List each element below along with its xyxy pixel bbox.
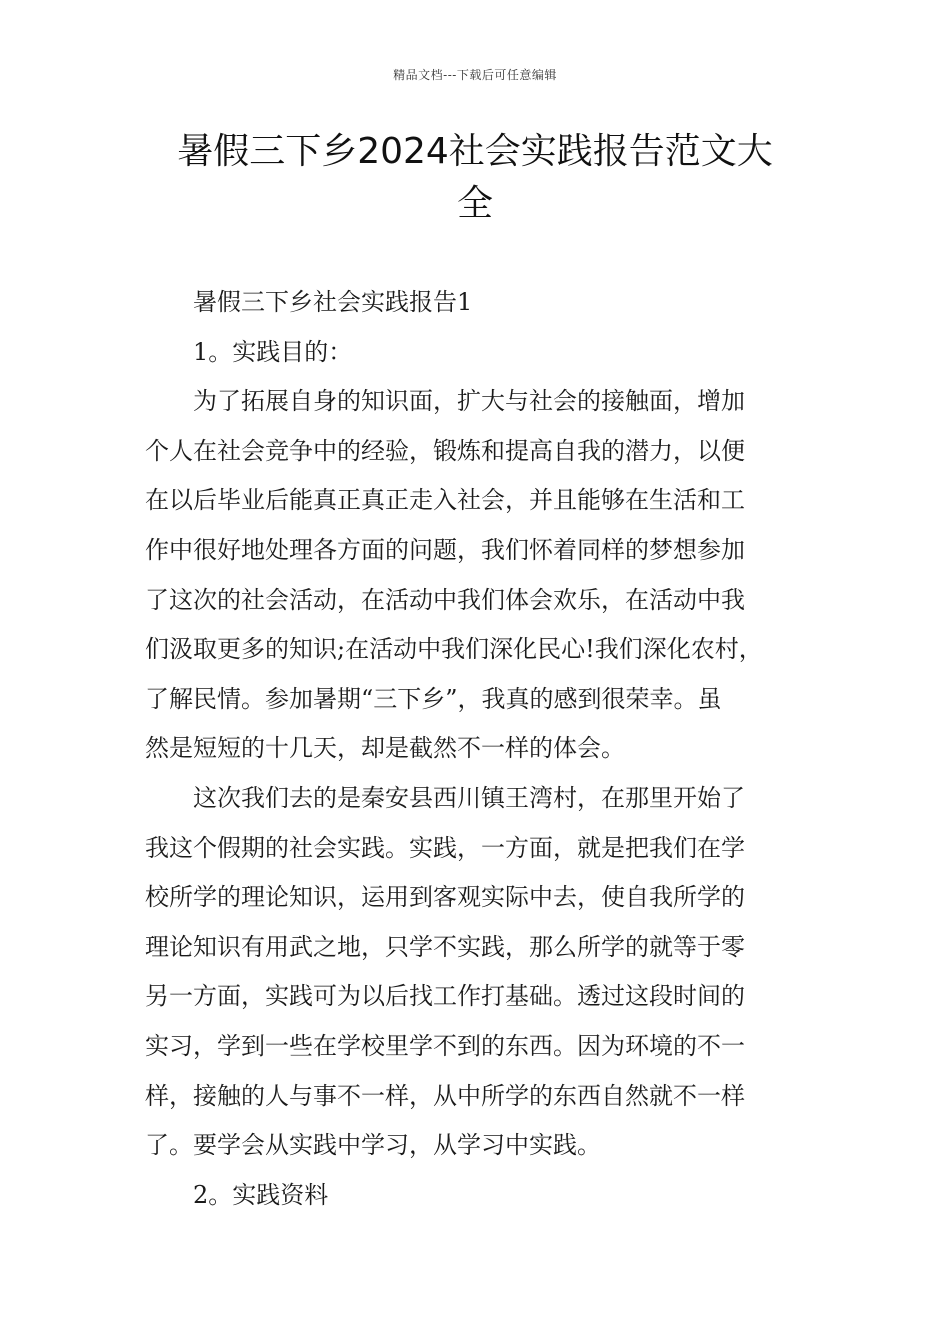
paragraph-line: 另一方面，实践可为以后找工作打基础。透过这段时间的: [145, 982, 745, 1011]
paragraph-line: 在以后毕业后能真正真正走入社会，并且能够在生活和工: [145, 486, 745, 515]
title-line: 全: [456, 183, 493, 224]
paragraph-line: 了。要学会从实践中学习，从学习中实践。: [145, 1131, 601, 1160]
paragraph: [145, 774, 825, 1171]
paragraph-line: 了解民情。参加暑期“三下乡”，我真的感到很荣幸。虽: [145, 684, 722, 713]
paragraph-line: 校所学的理论知识，运用到客观实际中去，使自我所学的: [145, 883, 745, 912]
header-note: 精品文档---下载后可任意编辑: [393, 68, 557, 82]
paragraph-line: 理论知识有用武之地，只学不实践，那么所学的就等于零: [145, 932, 745, 961]
paragraph-line: 然是短短的十几天，却是截然不一样的体会。: [145, 734, 625, 763]
document-title: [145, 126, 805, 230]
item-heading: 1。实践目的：: [193, 337, 353, 366]
section-heading: 暑假三下乡社会实践报告1: [193, 288, 473, 316]
paragraph-line: 了这次的社会活动，在活动中我们体会欢乐，在活动中我: [145, 585, 745, 614]
paragraph-line: 样，接触的人与事不一样，从中所学的东西自然就不一样: [145, 1081, 745, 1110]
paragraph-line: 个人在社会竞争中的经验，锻炼和提高自我的潜力，以便: [145, 436, 745, 465]
paragraph-line: 实习，学到一些在学校里学不到的东西。因为环境的不一: [145, 1031, 745, 1060]
paragraph-line: 这次我们去的是秦安县西川镇王湾村，在那里开始了: [193, 783, 745, 812]
paragraph-line: 我这个假期的社会实践。实践，一方面，就是把我们在学: [145, 833, 745, 862]
paragraph-line: 们汲取更多的知识;在活动中我们深化民心!我们深化农村，: [145, 635, 763, 664]
paragraph-line: 为了拓展自身的知识面，扩大与社会的接触面，增加: [193, 387, 745, 416]
paragraph: [145, 377, 825, 774]
item-heading: 2。实践资料: [193, 1180, 329, 1209]
paragraph-line: 作中很好地处理各方面的问题，我们怀着同样的梦想参加: [145, 535, 745, 564]
title-line: 暑假三下乡2024社会实践报告范文大: [177, 131, 773, 172]
document-body: [145, 278, 825, 1220]
